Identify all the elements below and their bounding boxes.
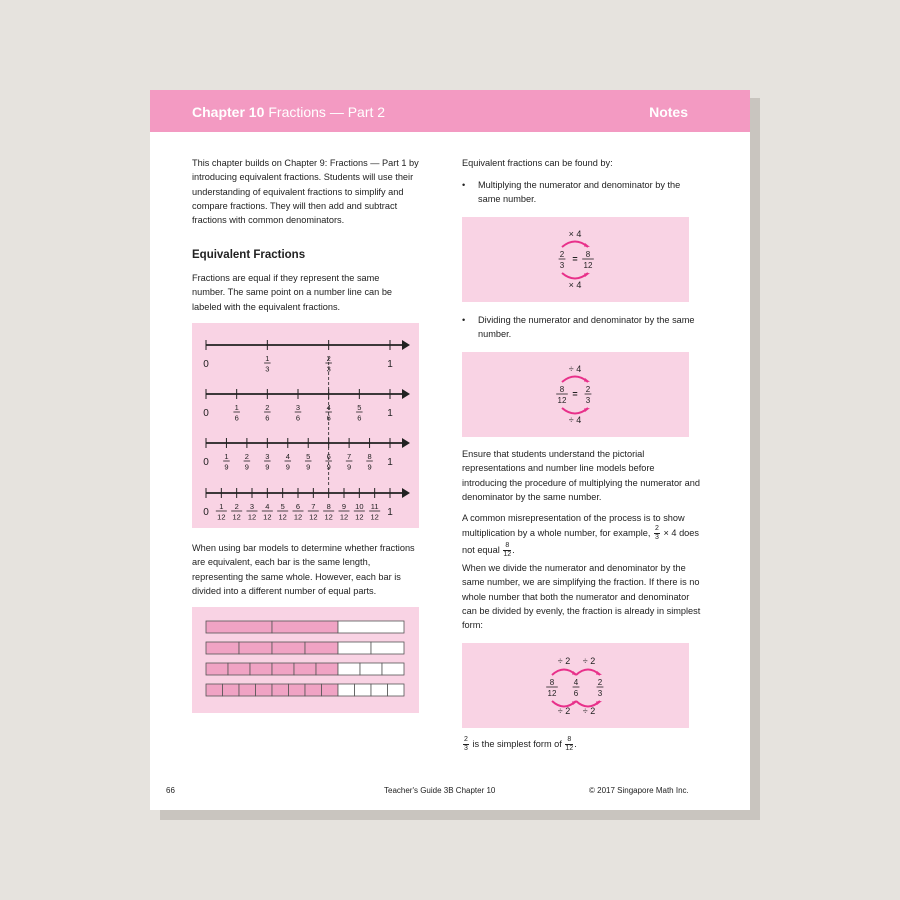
tick-label-fraction bbox=[308, 502, 319, 522]
number-line-12 bbox=[203, 488, 410, 522]
arrow-head-icon bbox=[596, 701, 602, 705]
fraction-eight-twelfths: $\frac{8}{12}$ bbox=[503, 542, 512, 559]
bar-part bbox=[294, 663, 316, 675]
arrow-head-icon bbox=[402, 488, 410, 498]
tick-label-one: 1 bbox=[387, 457, 393, 468]
fraction-denominator: 3 bbox=[326, 364, 331, 374]
number-line-3 bbox=[203, 340, 410, 374]
fraction-numerator: 1 bbox=[219, 502, 224, 511]
bar-part bbox=[239, 642, 272, 654]
number-line-6 bbox=[203, 389, 410, 423]
simplify-fraction bbox=[546, 678, 558, 698]
simplify-diagram bbox=[462, 643, 689, 728]
fraction-denominator: 12 bbox=[583, 261, 593, 270]
bar-model-figure bbox=[192, 607, 419, 713]
bar-part bbox=[305, 684, 322, 696]
fraction-right bbox=[585, 385, 592, 405]
operation-top-2: ÷ 2 bbox=[582, 656, 596, 666]
arrow-head-icon bbox=[584, 273, 590, 277]
tick-label-fraction bbox=[325, 403, 332, 423]
bar-part bbox=[250, 663, 272, 675]
tick-label-fraction bbox=[339, 502, 350, 522]
fraction-numerator: 2 bbox=[326, 354, 331, 363]
bar-part bbox=[322, 684, 339, 696]
fraction-denominator: 9 bbox=[265, 462, 270, 472]
simplify-paragraph: When we divide the numerator and denominator by the same number, we are simplifying the fraction. If there is no whole number that both the numerator and denominator can be divided by evenly, the fraction is already in simplest form: bbox=[462, 563, 701, 631]
tick-label-zero: 0 bbox=[203, 507, 209, 518]
intro-paragraph: This chapter builds on Chapter 9: Fractions — Part 1 by introducing equivalent fractions. Students will use their understanding of equivalent fractions to simplify and compare fractions. They will then add and subtract fractions with common denominators. bbox=[192, 158, 419, 226]
tick-label-fraction bbox=[356, 403, 363, 423]
bar-part bbox=[272, 621, 338, 633]
bar-part bbox=[388, 684, 405, 696]
fraction-denominator: 6 bbox=[573, 689, 579, 698]
fraction-numerator: 3 bbox=[249, 502, 255, 511]
fraction-denominator: 12 bbox=[339, 512, 349, 522]
fraction-right bbox=[582, 250, 594, 270]
fraction-numerator: 9 bbox=[341, 502, 347, 511]
tick-label-fraction bbox=[325, 354, 332, 374]
bar-models-svg bbox=[192, 607, 419, 713]
fraction-numerator: 7 bbox=[311, 502, 316, 511]
operation-bottom-1: ÷ 2 bbox=[557, 706, 571, 716]
tick-label-fraction bbox=[305, 452, 312, 472]
chapter-subtitle: Fractions — Part 2 bbox=[268, 104, 386, 120]
arrow-head-icon bbox=[402, 340, 410, 350]
operation-bottom: ÷ 4 bbox=[568, 415, 582, 425]
bar-part bbox=[316, 663, 338, 675]
tick-label-fraction bbox=[264, 403, 271, 423]
bar-part bbox=[239, 684, 256, 696]
fraction-denominator: 3 bbox=[265, 364, 270, 374]
tick-label-fraction bbox=[346, 452, 353, 472]
fraction-denominator: 12 bbox=[309, 512, 318, 522]
tick-label-fraction bbox=[323, 502, 334, 522]
fraction-numerator: 8 bbox=[549, 678, 555, 687]
fraction-denominator: 12 bbox=[547, 689, 557, 698]
fraction-numerator: 8 bbox=[585, 250, 591, 259]
divide-figure bbox=[462, 352, 689, 437]
bar-part bbox=[338, 684, 355, 696]
fraction-denominator: 6 bbox=[295, 413, 301, 423]
fraction-numerator: 1 bbox=[265, 354, 270, 363]
fraction-denominator: 9 bbox=[347, 462, 352, 472]
arrow-head-icon bbox=[402, 438, 410, 448]
tick-label-one: 1 bbox=[387, 408, 393, 419]
fraction-denominator: 12 bbox=[557, 396, 567, 405]
multiply-figure bbox=[462, 217, 689, 302]
fraction-numerator: 2 bbox=[234, 502, 239, 511]
bar-part bbox=[305, 642, 338, 654]
fraction-numerator: 5 bbox=[280, 502, 285, 511]
page-number: 66 bbox=[166, 786, 175, 795]
bar-model-6 bbox=[206, 642, 404, 654]
tick-label-fraction bbox=[223, 452, 230, 472]
tick-label-fraction bbox=[354, 502, 365, 522]
fraction-numerator: 6 bbox=[295, 502, 301, 511]
bar-part bbox=[355, 684, 372, 696]
fraction-two-thirds: $\frac{2}{3}$ bbox=[655, 525, 659, 542]
tick-label-fraction bbox=[293, 502, 304, 522]
bar-part bbox=[371, 684, 388, 696]
tick-label-fraction bbox=[366, 452, 373, 472]
bar-part bbox=[289, 684, 306, 696]
fraction-numerator: 3 bbox=[265, 452, 270, 461]
fraction-numerator: 2 bbox=[559, 250, 565, 259]
fraction-denominator: 9 bbox=[224, 462, 229, 472]
bar-part bbox=[338, 621, 404, 633]
fraction-denominator: 9 bbox=[367, 462, 372, 472]
operation-top: ÷ 4 bbox=[568, 364, 582, 374]
chapter-header bbox=[150, 90, 750, 132]
tick-label-fraction bbox=[264, 452, 271, 472]
tick-label-fraction bbox=[277, 502, 288, 522]
arrow-head-icon bbox=[402, 389, 410, 399]
fraction-numerator: 3 bbox=[295, 403, 301, 412]
bar-part bbox=[206, 663, 228, 675]
number-lines-svg bbox=[192, 323, 419, 528]
multiply-diagram bbox=[462, 217, 689, 302]
simplify-fraction bbox=[597, 678, 604, 698]
fraction-two-thirds-final: $\frac{2}{3}$ bbox=[464, 736, 468, 752]
fraction-numerator: 2 bbox=[585, 385, 591, 394]
right-intro: Equivalent fractions can be found by: bbox=[462, 158, 613, 168]
divide-diagram bbox=[462, 352, 689, 437]
fraction-numerator: 2 bbox=[597, 678, 603, 687]
bar-part bbox=[228, 663, 250, 675]
operation-top: × 4 bbox=[568, 229, 582, 239]
fraction-numerator: 8 bbox=[367, 452, 372, 461]
bar-part bbox=[272, 684, 289, 696]
tick-label-fraction bbox=[216, 502, 227, 522]
equals-sign: = bbox=[572, 389, 578, 399]
bar-model-paragraph: When using bar models to determine whether fractions are equivalent, each bar is the same length, representing the same whole. However, each bar is divided into a different number of equal parts. bbox=[192, 543, 415, 596]
bar-part bbox=[338, 663, 360, 675]
equals-sign: = bbox=[572, 254, 578, 264]
fraction-denominator: 12 bbox=[324, 512, 333, 522]
tick-label-zero: 0 bbox=[203, 457, 209, 468]
bar-part bbox=[256, 684, 273, 696]
tick-label-fraction bbox=[244, 452, 251, 472]
arrow-head-icon bbox=[584, 243, 590, 247]
fraction-eight-twelfths-final: $\frac{8}{12}$ bbox=[565, 736, 574, 752]
simplify-figure bbox=[462, 643, 689, 728]
operation-bottom: × 4 bbox=[568, 280, 582, 290]
fraction-numerator: 4 bbox=[326, 403, 331, 412]
bar-part bbox=[206, 621, 272, 633]
number-line-9 bbox=[203, 438, 410, 472]
fraction-numerator: 6 bbox=[326, 452, 331, 461]
tick-label-zero: 0 bbox=[203, 408, 209, 419]
footer-guide: Teacher's Guide 3B Chapter 10 bbox=[384, 786, 496, 795]
tick-label-fraction bbox=[369, 502, 380, 522]
chapter-title: Chapter 10 Fractions — Part 2 bbox=[192, 104, 386, 120]
fraction-numerator: 1 bbox=[234, 403, 239, 412]
bar-part bbox=[371, 642, 404, 654]
bar-part bbox=[223, 684, 240, 696]
tick-label-fraction bbox=[231, 502, 242, 522]
fraction-denominator: 12 bbox=[355, 512, 364, 522]
arrow-head-icon bbox=[596, 671, 602, 675]
fraction-numerator: 4 bbox=[285, 452, 290, 461]
bar-part bbox=[382, 663, 404, 675]
fraction-denominator: 12 bbox=[217, 512, 226, 522]
operation-top-1: ÷ 2 bbox=[557, 656, 571, 666]
fraction-denominator: 12 bbox=[370, 512, 379, 522]
fraction-denominator: 6 bbox=[357, 413, 362, 423]
footer-copyright: © 2017 Singapore Math Inc. bbox=[589, 786, 689, 795]
tick-label-fraction bbox=[295, 403, 302, 423]
fraction-denominator: 6 bbox=[326, 413, 331, 423]
notes-label: Notes bbox=[649, 104, 688, 120]
tick-label-fraction bbox=[285, 452, 292, 472]
fraction-denominator: 12 bbox=[263, 512, 272, 522]
tick-label-fraction bbox=[247, 502, 258, 522]
fraction-denominator: 9 bbox=[244, 462, 249, 472]
fraction-denominator: 12 bbox=[232, 512, 241, 522]
bar-part bbox=[206, 684, 223, 696]
arrow-head-icon bbox=[584, 378, 590, 382]
fraction-numerator: 10 bbox=[355, 502, 364, 511]
tick-label-one: 1 bbox=[387, 359, 393, 370]
fraction-numerator: 8 bbox=[559, 385, 565, 394]
fraction-denominator: 3 bbox=[585, 396, 591, 405]
fraction-denominator: 9 bbox=[306, 462, 311, 472]
tick-label-fraction bbox=[233, 403, 240, 423]
fraction-denominator: 9 bbox=[326, 462, 331, 472]
bar-part bbox=[206, 642, 239, 654]
fraction-denominator: 6 bbox=[265, 413, 270, 423]
fraction-numerator: 7 bbox=[347, 452, 352, 461]
bar-part bbox=[272, 663, 294, 675]
tick-label-one: 1 bbox=[387, 507, 393, 518]
fraction-numerator: 4 bbox=[265, 502, 270, 511]
misrepresentation-paragraph: A common misrepresentation of the process is to show multiplication by a whole number, for example, $\frac{2}{3}$ × 4 does not equal $\frac{8}{12}$ . bbox=[462, 513, 699, 559]
fraction-numerator: 5 bbox=[357, 403, 362, 412]
number-line-figure bbox=[192, 323, 419, 528]
fraction-numerator: 2 bbox=[265, 403, 270, 412]
fraction-numerator: 5 bbox=[306, 452, 311, 461]
bar-model-3 bbox=[206, 621, 404, 633]
tick-label-fraction bbox=[262, 502, 273, 522]
tick-label-fraction bbox=[325, 452, 332, 472]
simplify-fraction bbox=[573, 678, 580, 698]
fraction-denominator: 12 bbox=[247, 512, 257, 522]
equivalent-paragraph: Fractions are equal if they represent the same number. The same point on a number line can be labeled with the equivalent fractions. bbox=[192, 273, 393, 312]
fraction-denominator: 9 bbox=[285, 462, 290, 472]
fraction-numerator: 4 bbox=[573, 678, 579, 687]
operation-bottom-2: ÷ 2 bbox=[582, 706, 596, 716]
fraction-numerator: 2 bbox=[244, 452, 249, 461]
tick-label-zero: 0 bbox=[203, 359, 209, 370]
document-page: Chapter 10 Fractions — Part 2 Notes This chapter builds on Chapter 9: Fractions — Part 1 by introducing equivalent fractions. Students will use their understanding of equivalent fractions to simplify and compare fractions. They will then add and subtract fractions with common denominators. Equivalent Fractions Fractions are equal if they represent the same number. The same point on a number line can be labeled with the equivalent fractions. 0 1 1 3 2 3 0 1 1 6 2 6 3 6 4 6 5 6 0 1 1 9 2 9 3 9 4 9 5 9 6 9 7 9 8 9 0 1 1 12 2 12 3 12 4 12 5 12 6 12 7 12 8 12 9 12 10 12 11 12 When using bar models to determine whether fractions are equivalent, each bar is the same length, representing the same whole. However, each bar is divided into a different number of equal parts. Equivalent fractions can be found by: • Multiplying the numerator and denominator by the same number. × 4 × 4 2 3 = 8 12 • Dividing the numerator and denominator by the same number. ÷ 4 ÷ 4 8 12 = 2 3 Ensure that students understand the pictorial representations and number line models before introducing the procedure of multiplying the numerator and denominator by the same number. A common misrepresentation of the process is to show multiplication by a whole number, for example, $\frac{2}{3}$ × 4 does not equal $\frac{8}{12}$ . When we divide the numerator and denominator by the same number, we are simplifying the fraction. If there is no whole number that both the numerator and denominator can be divided by evenly, the fraction is already in simplest form: 8 12 4 6 2 3 ÷ 2 ÷ 2 ÷ 2 ÷ 2 $\frac{2}{3}$ is the simplest form of $\frac{8}{12}$ . 66 Teacher's Guide 3B Chapter 10 © 2017 Singapore Math Inc. bbox=[150, 90, 750, 810]
ensure-paragraph: Ensure that students understand the pictorial representations and number line models before introducing the procedure of multiplying the numerator and denominator by the same number. bbox=[462, 449, 700, 502]
fraction-numerator: 11 bbox=[370, 502, 379, 511]
fraction-numerator: 1 bbox=[224, 452, 229, 461]
fraction-left bbox=[559, 250, 566, 270]
fraction-denominator: 3 bbox=[597, 689, 603, 698]
fraction-denominator: 12 bbox=[293, 512, 303, 522]
bar-part bbox=[360, 663, 382, 675]
tick-label-fraction bbox=[264, 354, 271, 374]
bar-part bbox=[338, 642, 371, 654]
fraction-denominator: 12 bbox=[278, 512, 287, 522]
bar-model-12 bbox=[206, 684, 404, 696]
simplest-form-sentence: $\frac{2}{3}$ is the simplest form of $\frac{8}{12}$ . bbox=[464, 736, 577, 752]
arrow-head-icon bbox=[584, 408, 590, 412]
fraction-numerator: 8 bbox=[326, 502, 331, 511]
section-heading: Equivalent Fractions bbox=[192, 249, 306, 261]
bar-part bbox=[272, 642, 305, 654]
fraction-denominator: 6 bbox=[234, 413, 239, 423]
bar-model-9 bbox=[206, 663, 404, 675]
fraction-left bbox=[556, 385, 568, 405]
fraction-denominator: 3 bbox=[559, 261, 565, 270]
